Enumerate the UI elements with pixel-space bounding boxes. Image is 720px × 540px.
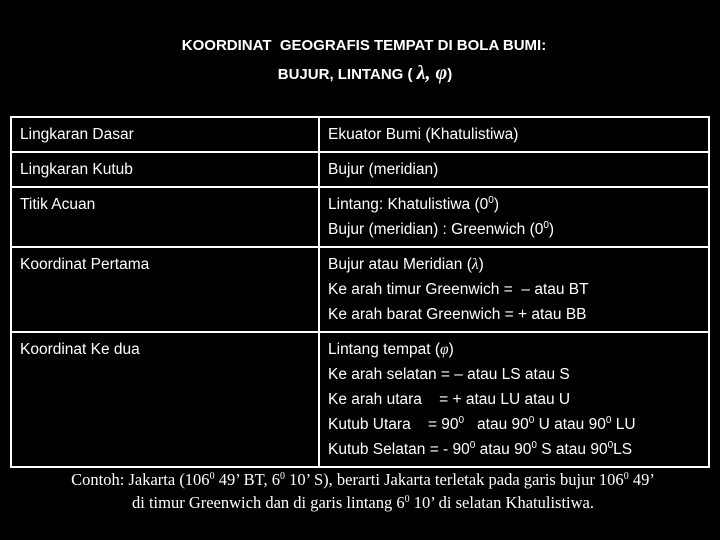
text-line [328, 387, 700, 412]
text-line [328, 252, 700, 277]
text-segment: S atau 90 [536, 441, 608, 458]
row-value [319, 332, 709, 467]
text-segment: Ekuator Bumi (Khatulistiwa) [328, 126, 519, 143]
text-segment: 10’ di selatan Khatulistiwa. [409, 493, 595, 512]
row-value [319, 117, 709, 152]
degree-superscript: 0 [458, 415, 465, 426]
text-segment: Lintang tempat ( [328, 341, 441, 358]
degree-superscript: 0 [469, 440, 476, 451]
degree-superscript: 0 [623, 471, 629, 482]
degree-superscript: 0 [209, 471, 215, 482]
text-segment: Bujur atau Meridian ( [328, 256, 472, 273]
text-segment: φ [440, 341, 449, 358]
text-segment: 49’ BT, 6 [214, 470, 280, 489]
row-label: Lingkaran Dasar [11, 117, 319, 152]
text-segment: LS [613, 441, 633, 458]
degree-superscript: 0 [404, 494, 410, 505]
text-segment: 10’ S), berarti Jakarta terletak pada garis bujur 106 [284, 470, 624, 489]
degree-superscript: 0 [607, 440, 614, 451]
coordinate-table [10, 116, 710, 468]
text-segment: atau 90 [475, 441, 532, 458]
text-segment: Lintang: Khatulistiwa (0 [328, 196, 489, 213]
page-subtitle [0, 62, 720, 85]
text-segment: di timur Greenwich dan di garis lintang 6 [131, 493, 405, 512]
degree-superscript: 0 [488, 195, 494, 206]
text-line [328, 412, 700, 437]
subtitle-prefix: BUJUR, LINTANG ( [277, 66, 417, 83]
table-row [11, 187, 709, 247]
text-segment: Kutub Selatan = - 90 [328, 441, 470, 458]
text-line [6, 468, 720, 491]
text-segment: ) [478, 256, 484, 273]
example-note [0, 468, 720, 514]
text-line [328, 277, 700, 302]
row-label: Koordinat Pertama [11, 247, 319, 332]
row-value [319, 247, 709, 332]
row-label: Lingkaran Kutub [11, 152, 319, 187]
table-row [11, 332, 709, 467]
text-segment: LU [611, 416, 636, 433]
text-segment: Ke arah selatan = – atau LS atau S [328, 366, 570, 383]
text-segment: U atau 90 [534, 416, 606, 433]
table-row [11, 152, 709, 187]
text-segment: ) [448, 341, 454, 358]
degree-superscript: 0 [531, 440, 537, 451]
text-segment: ) [548, 221, 555, 238]
table-row [11, 247, 709, 332]
text-line [328, 362, 700, 387]
text-segment: Kutub Utara = 90 [328, 416, 459, 433]
row-label: Titik Acuan [11, 187, 319, 247]
row-value [319, 152, 709, 187]
text-line [328, 157, 700, 182]
text-line [328, 302, 700, 327]
degree-superscript: 0 [543, 220, 549, 231]
text-segment: atau 90 [464, 416, 529, 433]
page-title: KOORDINAT GEOGRAFIS TEMPAT DI BOLA BUMI: [181, 37, 547, 54]
table-row [11, 117, 709, 152]
text-segment: Bujur (meridian) : Greenwich (0 [328, 221, 544, 238]
text-line [6, 491, 720, 514]
text-segment: λ [471, 256, 479, 273]
row-value [319, 187, 709, 247]
text-line [328, 337, 700, 362]
degree-superscript: 0 [605, 415, 612, 426]
degree-superscript: 0 [279, 471, 285, 482]
subtitle-greek-symbols: λ, φ [416, 62, 448, 84]
text-segment: Bujur (meridian) [328, 161, 439, 178]
text-line [328, 217, 700, 242]
text-segment: Ke arah barat Greenwich = + atau BB [328, 306, 587, 323]
text-segment: Ke arah timur Greenwich = – atau BT [328, 281, 589, 298]
text-line [328, 437, 700, 462]
text-segment: Contoh: Jakarta (106 [71, 470, 210, 489]
row-label: Koordinat Ke dua [11, 332, 319, 467]
subtitle-suffix: ) [447, 66, 453, 83]
text-line [328, 192, 700, 217]
text-segment: 49’ [628, 470, 655, 489]
text-line [328, 122, 700, 147]
text-segment: Ke arah utara = + atau LU atau U [328, 391, 571, 408]
degree-superscript: 0 [528, 415, 535, 426]
text-segment: ) [493, 196, 499, 213]
